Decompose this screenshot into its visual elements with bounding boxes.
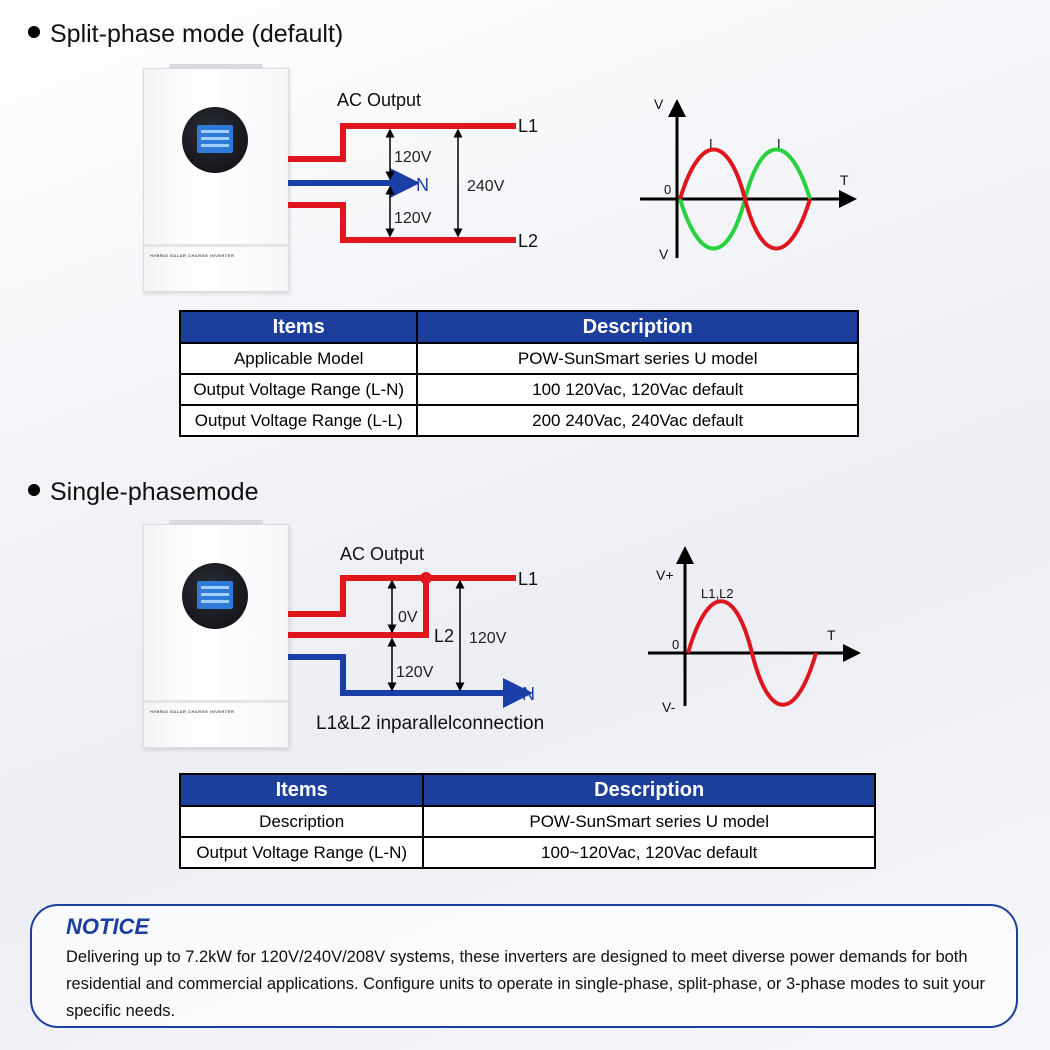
svg-text:V+: V+	[656, 567, 674, 583]
inverter-brand-text: HYBRID SOLAR CHARGE INVERTER	[150, 709, 235, 714]
table-cell: POW-SunSmart series U model	[423, 806, 875, 837]
table-cell: POW-SunSmart series U model	[417, 343, 858, 374]
table-row	[180, 806, 875, 837]
column-header-description: Description	[423, 774, 875, 806]
svg-text:I: I	[709, 136, 713, 151]
svg-text:T: T	[840, 172, 849, 188]
l1-label: L1	[518, 116, 539, 136]
l1-label: L1	[518, 569, 539, 589]
notice-title: NOTICE	[66, 914, 150, 939]
table-cell: Applicable Model	[180, 343, 417, 374]
svg-text:V: V	[659, 246, 669, 262]
upper-voltage-label: 0V	[398, 609, 418, 626]
l2-wire	[288, 578, 426, 635]
table-header-row	[180, 311, 858, 343]
notice-box	[30, 904, 1018, 1028]
column-header-items: Items	[180, 774, 423, 806]
ac-output-label: AC Output	[337, 90, 422, 110]
table-cell: 100 120Vac, 120Vac default	[417, 374, 858, 405]
svg-text:L1,L2: L1,L2	[701, 586, 734, 601]
svg-text:I: I	[777, 136, 781, 151]
table-row	[180, 343, 858, 374]
single-phase-spec-table	[179, 773, 876, 869]
n-label: N	[522, 684, 535, 704]
notice-body: Delivering up to 7.2kW for 120V/240V/208V systems, these inverters are designed to meet diverse power demands for both residential and commercial applications. Configure units to operate in single-phase, split-phase, or 3-phase modes to suit your specific needs.	[66, 948, 985, 1020]
column-header-description: Description	[417, 311, 858, 343]
single-phase-wiring-diagram	[0, 460, 1050, 760]
ac-output-label: AC Output	[340, 544, 425, 564]
svg-text:V: V	[654, 96, 664, 112]
table-row	[180, 374, 858, 405]
split-phase-heading: Split-phase mode (default)	[28, 20, 343, 49]
total-voltage-label: 120V	[469, 630, 507, 647]
total-voltage-label: 240V	[467, 178, 505, 195]
single-phase-waveform	[648, 555, 852, 715]
lower-voltage-label: 120V	[394, 210, 432, 227]
svg-text:0: 0	[664, 182, 672, 197]
l2-label: L2	[434, 626, 455, 646]
lower-voltage-label: 120V	[396, 664, 434, 681]
n-label: N	[416, 175, 429, 195]
inverter-brand-text: HYBRID SOLAR CHARGE INVERTER	[150, 253, 235, 258]
split-phase-waveform	[640, 96, 849, 262]
table-cell: Description	[180, 806, 423, 837]
table-cell: Output Voltage Range (L-N)	[180, 837, 423, 868]
table-row	[180, 405, 858, 436]
l2-label: L2	[518, 231, 539, 251]
single-phase-heading: Single-phasemode	[28, 478, 258, 507]
table-cell: Output Voltage Range (L-L)	[180, 405, 417, 436]
junction-dot	[420, 572, 432, 584]
svg-text:0: 0	[672, 637, 680, 652]
column-header-items: Items	[180, 311, 417, 343]
svg-text:V-: V-	[662, 699, 676, 715]
table-cell: Output Voltage Range (L-N)	[180, 374, 417, 405]
svg-text:T: T	[827, 627, 836, 643]
table-cell: 200 240Vac, 240Vac default	[417, 405, 858, 436]
upper-voltage-label: 120V	[394, 149, 432, 166]
split-phase-spec-table	[179, 310, 859, 437]
parallel-connection-caption: L1&L2 inparallelconnection	[316, 713, 545, 734]
table-header-row	[180, 774, 875, 806]
table-cell: 100~120Vac, 120Vac default	[423, 837, 875, 868]
table-row	[180, 837, 875, 868]
